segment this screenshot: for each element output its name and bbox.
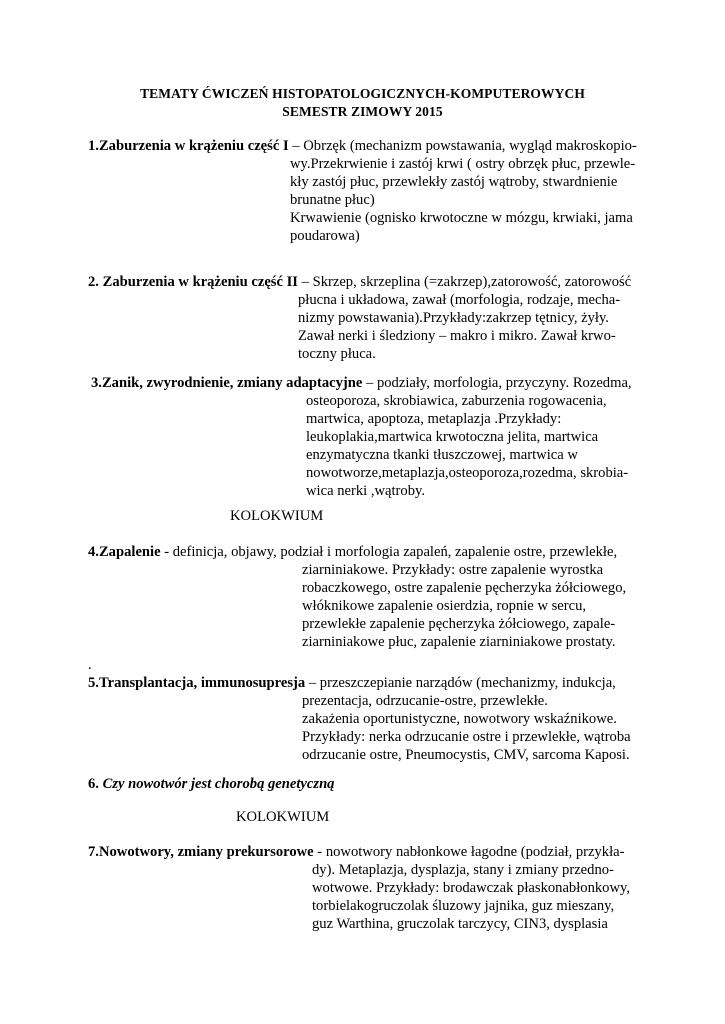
topic-7-line-2: dy). Metaplazja, dysplazja, stany i zmiany przedno- bbox=[312, 862, 614, 878]
kolokwium-label-2: KOLOKWIUM bbox=[236, 809, 330, 825]
topic-5-line-2: prezentacja, odrzucanie-ostre, przewlekłe. bbox=[302, 693, 548, 709]
topic-5-line-3: zakażenia oportunistyczne, nowotwory wskaźnikowe. bbox=[302, 711, 617, 727]
stray-dot: . bbox=[88, 657, 92, 673]
topic-2-line-5: toczny płuca. bbox=[298, 346, 376, 362]
topic-3-line-7: wica nerki ,wątroby. bbox=[306, 483, 426, 499]
topic-1-line-3: kły zastój płuc, przewlekły zastój wątroby, stwardnienie bbox=[290, 174, 618, 190]
topic-4-line-4: włóknikowe zapalenie osierdzia, ropnie w sercu, bbox=[302, 598, 587, 614]
topic-7-line-1: - nowotwory nabłonkowe łagodne (podział, przykła- bbox=[313, 844, 625, 860]
topic-3-line-1: – podziały, morfologia, przyczyny. Rozedma, bbox=[362, 375, 632, 391]
topic-2-line-1: – Skrzep, skrzeplina (=zakrzep),zatorowość, zatorowość bbox=[297, 274, 632, 290]
topic-2-heading: 2. Zaburzenia w krążeniu część II bbox=[88, 274, 298, 290]
topic-3-line-4: leukoplakia,martwica krwotoczna jelita, martwica bbox=[306, 429, 599, 445]
topic-3-line-2: osteoporoza, skrobiawica, zaburzenia rogowacenia, bbox=[306, 393, 607, 409]
topic-1-line-2: wy.Przekrwienie i zastój krwi ( ostry obrzęk płuc, przewle- bbox=[290, 156, 636, 172]
topic-1-line-4: brunatne płuc) bbox=[290, 192, 375, 208]
topic-4-line-2: ziarniniakowe. Przykłady: ostre zapalenie wyrostka bbox=[302, 562, 604, 578]
title-line-2: SEMESTR ZIMOWY 2015 bbox=[282, 104, 443, 119]
topic-2-line-4: Zawał nerki i śledziony – makro i mikro. Zawał krwo- bbox=[298, 328, 616, 344]
topic-1-heading: 1.Zaburzenia w krążeniu część I bbox=[88, 138, 289, 154]
topic-1-line-6: poudarowa) bbox=[290, 228, 360, 244]
topic-7-heading: 7.Nowotwory, zmiany prekursorowe bbox=[88, 844, 314, 860]
topic-1-line-1: – Obrzęk (mechanizm powstawania, wygląd makroskopio- bbox=[288, 138, 637, 154]
topic-3-line-6: nowotworze,metaplazja,osteoporoza,rozedma, skrobia- bbox=[306, 465, 629, 481]
topic-4-heading: 4.Zapalenie bbox=[88, 544, 161, 560]
topic-5-line-1: – przeszczepianie narządów (mechanizmy, indukcja, bbox=[305, 675, 616, 691]
topic-4-line-3: robaczkowego, ostre zapalenie pęcherzyka żółciowego, bbox=[302, 580, 627, 596]
topic-4-line-1: - definicja, objawy, podział i morfologia zapaleń, zapalenie ostre, przewlekłe, bbox=[160, 544, 618, 560]
topic-6 bbox=[88, 775, 334, 793]
topic-4-line-5: przewlekłe zapalenie pęcherzyka żółciowego, zapale- bbox=[302, 616, 616, 632]
topic-3-heading: 3.Zanik, zwyrodnienie, zmiany adaptacyjne bbox=[91, 375, 363, 391]
kolokwium-label-1: KOLOKWIUM bbox=[230, 508, 324, 524]
topic-7-line-3: wotwowe. Przykłady: brodawczak płaskonabłonkowy, bbox=[312, 880, 631, 896]
topic-5-heading: 5.Transplantacja, immunosupresja bbox=[88, 675, 306, 691]
topic-1-line-5: Krwawienie (ognisko krwotoczne w mózgu, krwiaki, jama bbox=[290, 210, 633, 226]
title-line-1: TEMATY ĆWICZEŃ HISTOPATOLOGICZNYCH-KOMPUTEROWYCH bbox=[140, 86, 585, 101]
topic-2-line-2: płucna i układowa, zawał (morfologia, rodzaje, mecha- bbox=[298, 292, 621, 308]
topic-7-line-4: torbielakogruczolak śluzowy jajnika, guz mieszany, bbox=[312, 898, 615, 914]
topic-3-line-3: martwica, apoptoza, metaplazja .Przykłady: bbox=[306, 411, 562, 427]
topic-2-line-3: nizmy powstawania).Przykłady:zakrzep tętnicy, żyły. bbox=[298, 310, 609, 326]
topic-6-heading: Czy nowotwór jest chorobą genetyczną bbox=[102, 776, 335, 792]
topic-4-line-6: ziarniniakowe płuc, zapalenie ziarniniakowe prostaty. bbox=[302, 634, 616, 650]
topic-6-number: 6. bbox=[88, 776, 103, 792]
topic-7-line-5: guz Warthina, gruczolak tarczycy, CIN3, dysplasia bbox=[312, 916, 608, 932]
topic-3-line-5: enzymatyczna tkanki tłuszczowej, martwica w bbox=[306, 447, 578, 463]
topic-5-line-4: Przykłady: nerka odrzucanie ostre i przewlekłe, wątroba bbox=[302, 729, 631, 745]
topic-5-line-5: odrzucanie ostre, Pneumocystis, CMV, sarcoma Kaposi. bbox=[302, 747, 630, 763]
